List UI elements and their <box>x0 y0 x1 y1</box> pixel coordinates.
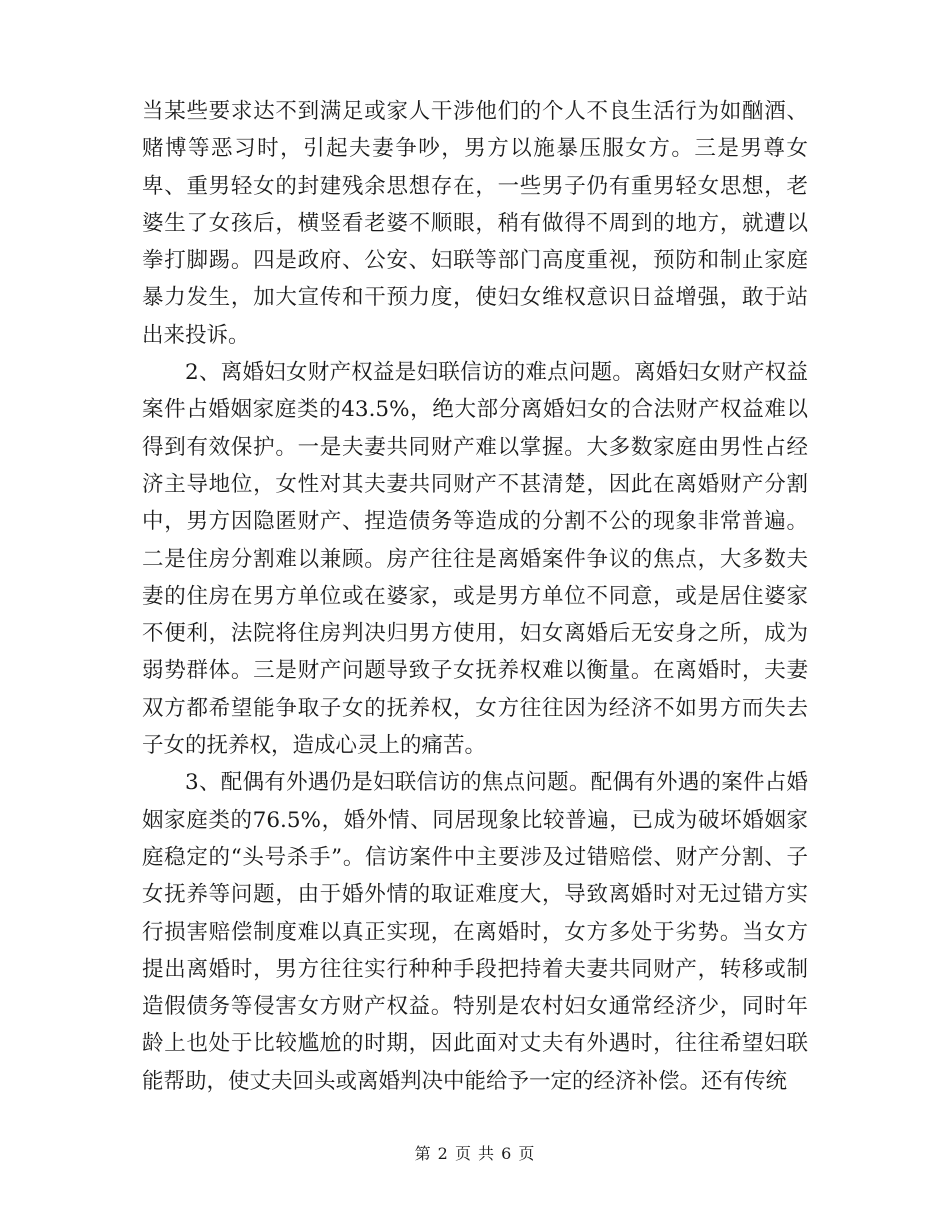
page-footer <box>0 1141 950 1164</box>
paragraph-spouse-affair: 3、配偶有外遇仍是妇联信访的焦点问题。配偶有外遇的案件占婚姻家庭类的76.5%，婚外情、同居现象比较普遍，已成为破坏婚姻家庭稳定的“头号杀手”。信访案件中主要涉及过错赔偿、财产分割、子女抚养等问题，由于婚外情的取证难度大，导致离婚时对无过错方实行损害赔偿制度难以真正实现，在离婚时，女方多处于劣势。当女方提出离婚时，男方往往实行种种手段把持着夫妻共同财产，转移或制造假债务等侵害女方财产权益。特别是农村妇女通常经济少，同时年龄上也处于比较尴尬的时期，因此面对丈夫有外遇时，往往希望妇联能帮助，使丈夫回头或离婚判决中能给予一定的经济补偿。还有传统 <box>142 770 808 1094</box>
paragraph-continued: 当某些要求达不到满足或家人干涉他们的个人不良生活行为如酗酒、赌博等恶习时，引起夫妻争吵，男方以施暴压服女方。三是男尊女卑、重男轻女的封建残余思想存在，一些男子仍有重男轻女思想，老婆生了女孩后，横竖看老婆不顺眼，稍有做得不周到的地方，就遭以拳打脚踢。四是政府、公安、妇联等部门高度重视，预防和制止家庭暴力发生，加大宣传和干预力度，使妇女维权意识日益增强，敢于站出来投诉。 <box>142 99 808 348</box>
document-body <box>142 93 808 1100</box>
page-number-label: 第 2 页 共 6 页 <box>414 1144 536 1163</box>
paragraph-divorce-property: 2、离婚妇女财产权益是妇联信访的难点问题。离婚妇女财产权益案件占婚姻家庭类的43.5%，绝大部分离婚妇女的合法财产权益难以得到有效保护。一是夫妻共同财产难以掌握。大多数家庭由男性占经济主导地位，女性对其夫妻共同财产不甚清楚，因此在离婚财产分割中，男方因隐匿财产、捏造债务等造成的分割不公的现象非常普遍。二是住房分割难以兼顾。房产往往是离婚案件争议的焦点，大多数夫妻的住房在男方单位或在婆家，或是男方单位不同意，或是居住婆家不便利，法院将住房判决归男方使用，妇女离婚后无安身之所，成为弱势群体。三是财产问题导致子女抚养权难以衡量。在离婚时，夫妻双方都希望能争取子女的抚养权，女方往往因为经济不如男方而失去子女的抚养权，造成心灵上的痛苦。 <box>142 360 808 759</box>
